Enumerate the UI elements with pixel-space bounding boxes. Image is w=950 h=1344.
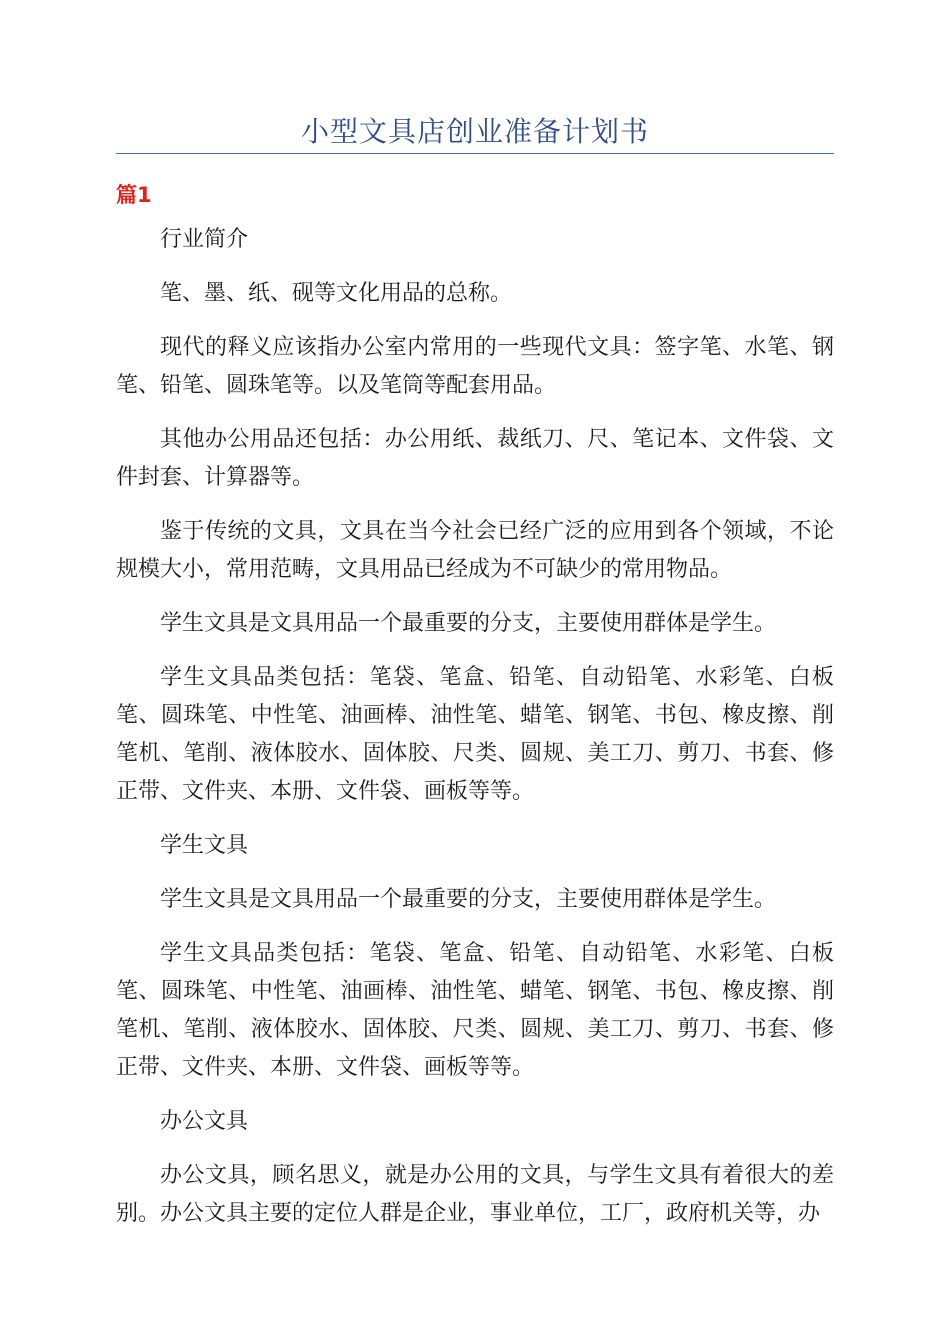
- paragraph-subheading: 行业简介: [160, 227, 249, 252]
- paragraph-subheading: 办公文具: [160, 1109, 249, 1134]
- paragraph: 办公文具，顾名思义，就是办公用的文具，与学生文具有着很大的差别。办公文具主要的定位人群是企业，事业单位，工厂，政府机关等，办: [116, 1163, 834, 1226]
- paragraph: 鉴于传统的文具，文具在当今社会已经广泛的应用到各个领域，不论规模大小，常用范畴，文具用品已经成为不可缺少的常用物品。: [116, 519, 834, 582]
- title-divider: [116, 153, 834, 154]
- paragraph: 学生文具品类包括：笔袋、笔盒、铅笔、自动铅笔、水彩笔、白板笔、圆珠笔、中性笔、油画棒、油性笔、蜡笔、钢笔、书包、橡皮擦、削笔机、笔削、液体胶水、固体胶、尺类、圆规、美工刀、剪刀、书套、修正带、文件夹、本册、文件袋、画板等等。: [116, 665, 834, 804]
- paragraph: 现代的释义应该指办公室内常用的一些现代文具：签字笔、水笔、钢笔、铅笔、圆珠笔等。以及笔筒等配套用品。: [116, 335, 834, 398]
- paragraph: 笔、墨、纸、砚等文化用品的总称。: [160, 281, 513, 306]
- document-body: [116, 221, 834, 1249]
- section-heading: 篇1: [116, 183, 152, 207]
- paragraph: 其他办公用品还包括：办公用纸、裁纸刀、尺、笔记本、文件袋、文件封套、计算器等。: [116, 427, 834, 490]
- paragraph: 学生文具是文具用品一个最重要的分支，主要使用群体是学生。: [160, 611, 777, 636]
- paragraph-subheading: 学生文具: [160, 833, 249, 858]
- document-title: 小型文具店创业准备计划书: [300, 115, 649, 148]
- paragraph: 学生文具是文具用品一个最重要的分支，主要使用群体是学生。: [160, 887, 777, 912]
- paragraph: 学生文具品类包括：笔袋、笔盒、铅笔、自动铅笔、水彩笔、白板笔、圆珠笔、中性笔、油画棒、油性笔、蜡笔、钢笔、书包、橡皮擦、削笔机、笔削、液体胶水、固体胶、尺类、圆规、美工刀、剪刀、书套、修正带、文件夹、本册、文件袋、画板等等。: [116, 941, 834, 1080]
